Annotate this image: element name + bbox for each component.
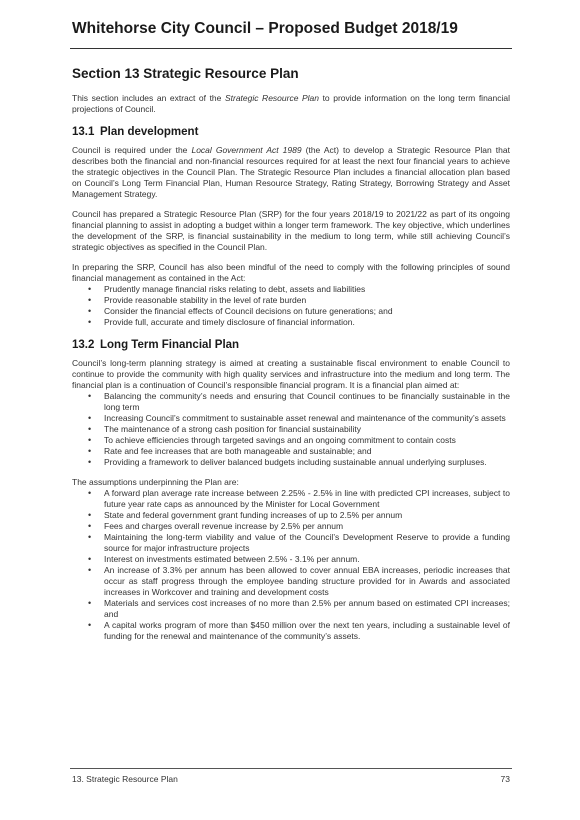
list-item: • Provide reasonable stability in the level of rate burden: [72, 295, 510, 306]
list-item: • Increasing Council’s commitment to sustainable asset renewal and maintenance of the community’s assets: [72, 413, 510, 424]
footer-divider: [70, 768, 512, 769]
page-number: 73: [500, 774, 510, 784]
list-item: • Fees and charges overall revenue increase by 2.5% per annum: [72, 521, 510, 532]
long-term-plan-paragraph-1: Council’s long-term planning strategy is aimed at creating a sustainable fiscal environment to enable Council to continue to provide the community with high quality services and infrastructure into the medium and long term. The financial plan is a continuation of Council’s responsible financial program. It is a financial plan aimed at:: [72, 358, 510, 390]
list-item: • Prudently manage financial risks relating to debt, assets and liabilities: [72, 284, 510, 295]
list-item: • A capital works program of more than $450 million over the next ten years, including a sustainable level of funding for the renewal and maintenance of the community’s assets.: [72, 620, 510, 642]
list-item: • Rate and fee increases that are both manageable and sustainable; and: [72, 446, 510, 457]
list-item: • Interest on investments estimated between 2.5% - 3.1% per annum.: [72, 554, 510, 565]
list-item: • A forward plan average rate increase between 2.25% - 2.5% in line with predicted CPI increases, subject to future year rate caps as announced by the Minister for Local Government: [72, 488, 510, 510]
list-item: • State and federal government grant funding increases of up to 2.5% per annum: [72, 510, 510, 521]
assumptions-list: [72, 488, 510, 642]
list-item: • Materials and services cost increases of no more than 2.5% per annum based on estimated CPI increases; and: [72, 598, 510, 620]
list-item: • Balancing the community’s needs and ensuring that Council continues to be financially sustainable in the long term: [72, 391, 510, 413]
list-item: • Providing a framework to deliver balanced budgets including sustainable annual underlying surpluses.: [72, 457, 510, 468]
list-item: • Consider the financial effects of Council decisions on future generations; and: [72, 306, 510, 317]
plan-development-paragraph-3: In preparing the SRP, Council has also been mindful of the need to comply with the following principles of sound financial management as contained in the Act:: [72, 262, 510, 283]
list-item: • An increase of 3.3% per annum has been allowed to cover annual EBA increases, periodic increases that occur as staff progress through the employee banding structure provided for in Awards and associated increases in Workcover and training and development costs: [72, 565, 510, 598]
principles-list: [72, 284, 510, 328]
section-intro: This section includes an extract of the Strategic Resource Plan to provide information on the long term financial projections of Council.: [72, 93, 511, 114]
list-item: • Provide full, accurate and timely disclosure of financial information.: [72, 317, 510, 328]
header-divider: [70, 48, 512, 49]
document-header-title: Whitehorse City Council – Proposed Budget 2018/19: [72, 20, 458, 37]
assumptions-intro: The assumptions underpinning the Plan are:: [72, 477, 239, 487]
list-item: • Maintaining the long-term viability and value of the Council’s Development Reserve to provide a funding source for major infrastructure projects: [72, 532, 510, 554]
subsection-heading-plan-development: 13.1 Plan development: [72, 126, 199, 138]
footer-section-label: 13. Strategic Resource Plan: [72, 774, 178, 784]
list-item: • The maintenance of a strong cash position for financial sustainability: [72, 424, 510, 435]
plan-development-paragraph-1: Council is required under the Local Government Act 1989 (the Act) to develop a Strategic Resource Plan that describes both the financial and non-financial resources required for at least the next four financial years to achieve the strategic objectives in the Council Plan. The Strategic Resource Plan includes a financial allocation plan based on Council’s Long Term Financial Plan, Human Resource Strategy, Rating Strategy, Borrowing Strategy and Asset Management Strategy.: [72, 145, 510, 199]
plan-development-paragraph-2: Council has prepared a Strategic Resource Plan (SRP) for the four years 2018/19 to 2021/22 as part of its ongoing financial planning to assist in adopting a budget within a longer term framework. The key objective, which underlines the development of the SRP, is financial sustainability in the medium to long term, while still achieving Council’s strategic objectives as specified in the Council Plan.: [72, 209, 510, 252]
aims-list: [72, 391, 510, 468]
page-content: [72, 66, 510, 651]
subsection-heading-long-term-plan: 13.2 Long Term Financial Plan: [72, 339, 240, 351]
section-title: Section 13 Strategic Resource Plan: [72, 66, 299, 81]
list-item: • To achieve efficiencies through targeted savings and an ongoing commitment to contain costs: [72, 435, 510, 446]
